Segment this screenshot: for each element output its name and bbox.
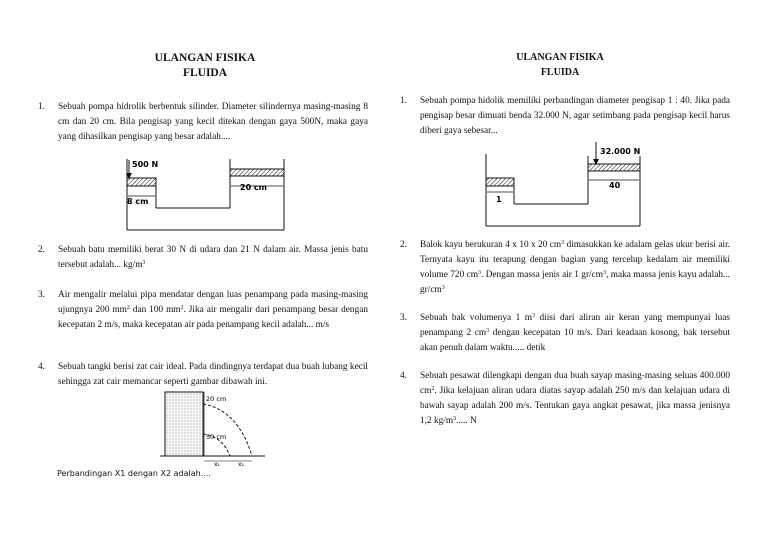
left-fig-x1-label: x₁ (214, 461, 220, 468)
text-part: dan 100 mm (129, 305, 181, 315)
superscript: 2 (126, 305, 130, 311)
text-part: , maka massa jenis kayu adalah... gr/cm (420, 270, 730, 295)
superscript: 3 (561, 240, 565, 246)
right-title-line2: FLUIDA (540, 67, 580, 78)
question-number: 1. (38, 102, 45, 112)
question-number: 1. (400, 96, 407, 106)
text-part: Sebuah pesawat dilengkapi dengan dua buah sayap masing-masing seluas 400.000 cm (420, 371, 730, 396)
text-part: Sebuah batu memiliki berat 30 N di udara dan 21 N dalam air. Massa jenis batu tersebut adalah... kg/m (58, 245, 368, 270)
question-text (420, 369, 730, 429)
text-part: . Jika kelajuan aliran udara diatas sayap adalah 250 m/s dan kelajuan udara di bawah sayap adalah 200 m/s. Tentukan gaya angkat pesawat, jika massa jenisnya 1,2 kg/m (420, 386, 730, 426)
left-title-line1: ULANGAN FISIKA (154, 52, 256, 64)
right-title-line1: ULANGAN FISIKA (516, 52, 604, 63)
left-title-line2: FLUIDA (182, 67, 228, 79)
left-tank-figure (160, 390, 270, 468)
text-part: Balok kayu berukuran 4 x 10 x 20 cm (420, 240, 562, 250)
question-text (420, 238, 730, 298)
left-fig-x2-label: x₂ (238, 461, 244, 468)
superscript: 3 (453, 416, 457, 422)
superscript: 3 (603, 270, 606, 276)
superscript: 3 (477, 270, 481, 276)
left-q4-caption: Perbandingan X1 dengan X2 adalah.... (57, 469, 211, 478)
question-text: Sebuah tangki berisi zat cair ideal. Pada dindingnya terdapat dua buah lubang kecil sehingga zat cair memancar seperti gambar dibawah ini. (58, 362, 368, 387)
superscript: 3 (486, 328, 490, 334)
left-fig-small-label: 8 cm (127, 197, 149, 206)
text-part: dimasukkan ke adalam gelas ukur berisi air. Ternyata kayu itu terapung dengan bagian yang tercelup kedalam air memiliki volume 720 cm (420, 240, 730, 280)
text-part: Air mengalir melalui pipa mendatar dengan luas penampang pada masing-masing ujungnya 200 mm (58, 290, 368, 315)
left-hydraulic-figure (118, 152, 293, 232)
question-text: Sebuah pompa hidolik memiliki perbandingan diameter pengisap 1 : 40. Jika pada pengisap besar dimuati benda 32.000 N, agar setimbang pada pengisap kecil harus diberi gaya sebesar... (420, 96, 730, 136)
left-title (100, 52, 310, 79)
question-text: Sebuah pompa hidrolik berbentuk silinder. Diameter silindernya masing-masing 8 cm dan 20 cm. Bila pengisap yang kecil ditekan dengan gaya 500N, maka gaya yang dihasilkan pengisap yang besar adalah.... (58, 102, 368, 142)
superscript: 3 (531, 313, 535, 319)
question-number: 2. (400, 240, 407, 250)
question-number: 2. (38, 245, 45, 255)
question-text (58, 288, 368, 333)
left-fig-h2-label: 50 cm (206, 433, 227, 441)
question-number: 4. (400, 371, 407, 381)
superscript: 3 (441, 285, 445, 291)
text-part: dengan kecepatan 10 m/s. Dari keadaan kosong, bak tersebut akan penuh dalam waktu..... detik (420, 328, 730, 353)
right-title (455, 52, 665, 78)
text-part: diisi dari aliran air keran yang mempunyai luas penampang 2 cm (420, 313, 730, 338)
text-part: . Dengan massa jenis air 1 gr/cm (480, 270, 603, 280)
right-fig-large-label: 40 (609, 181, 621, 190)
left-fig-h1-label: 20 cm (206, 395, 227, 403)
left-fig-force-label: 500 N (132, 160, 159, 169)
question-number: 4. (38, 362, 45, 372)
right-fig-force-label: 32.000 N (600, 147, 641, 156)
text-part: ..... N (456, 416, 477, 426)
superscript: 2 (431, 386, 435, 392)
question-number: 3. (38, 290, 45, 300)
text-part: Sebuah bak volumenya 1 m (420, 313, 532, 323)
question-number: 3. (400, 313, 407, 323)
left-fig-large-label: 20 cm (240, 183, 267, 192)
question-text (420, 311, 730, 356)
right-fig-small-label: 1 (496, 195, 502, 204)
superscript: 3 (142, 260, 146, 266)
text-part: . Jika air mengalir dari penampang besar dengan kecepatan 2 m/s, maka kecepatan air pada penampang kecil adalah... m/s (58, 305, 368, 330)
superscript: 2 (180, 305, 184, 311)
question-text (58, 243, 368, 273)
right-hydraulic-figure (480, 140, 650, 228)
